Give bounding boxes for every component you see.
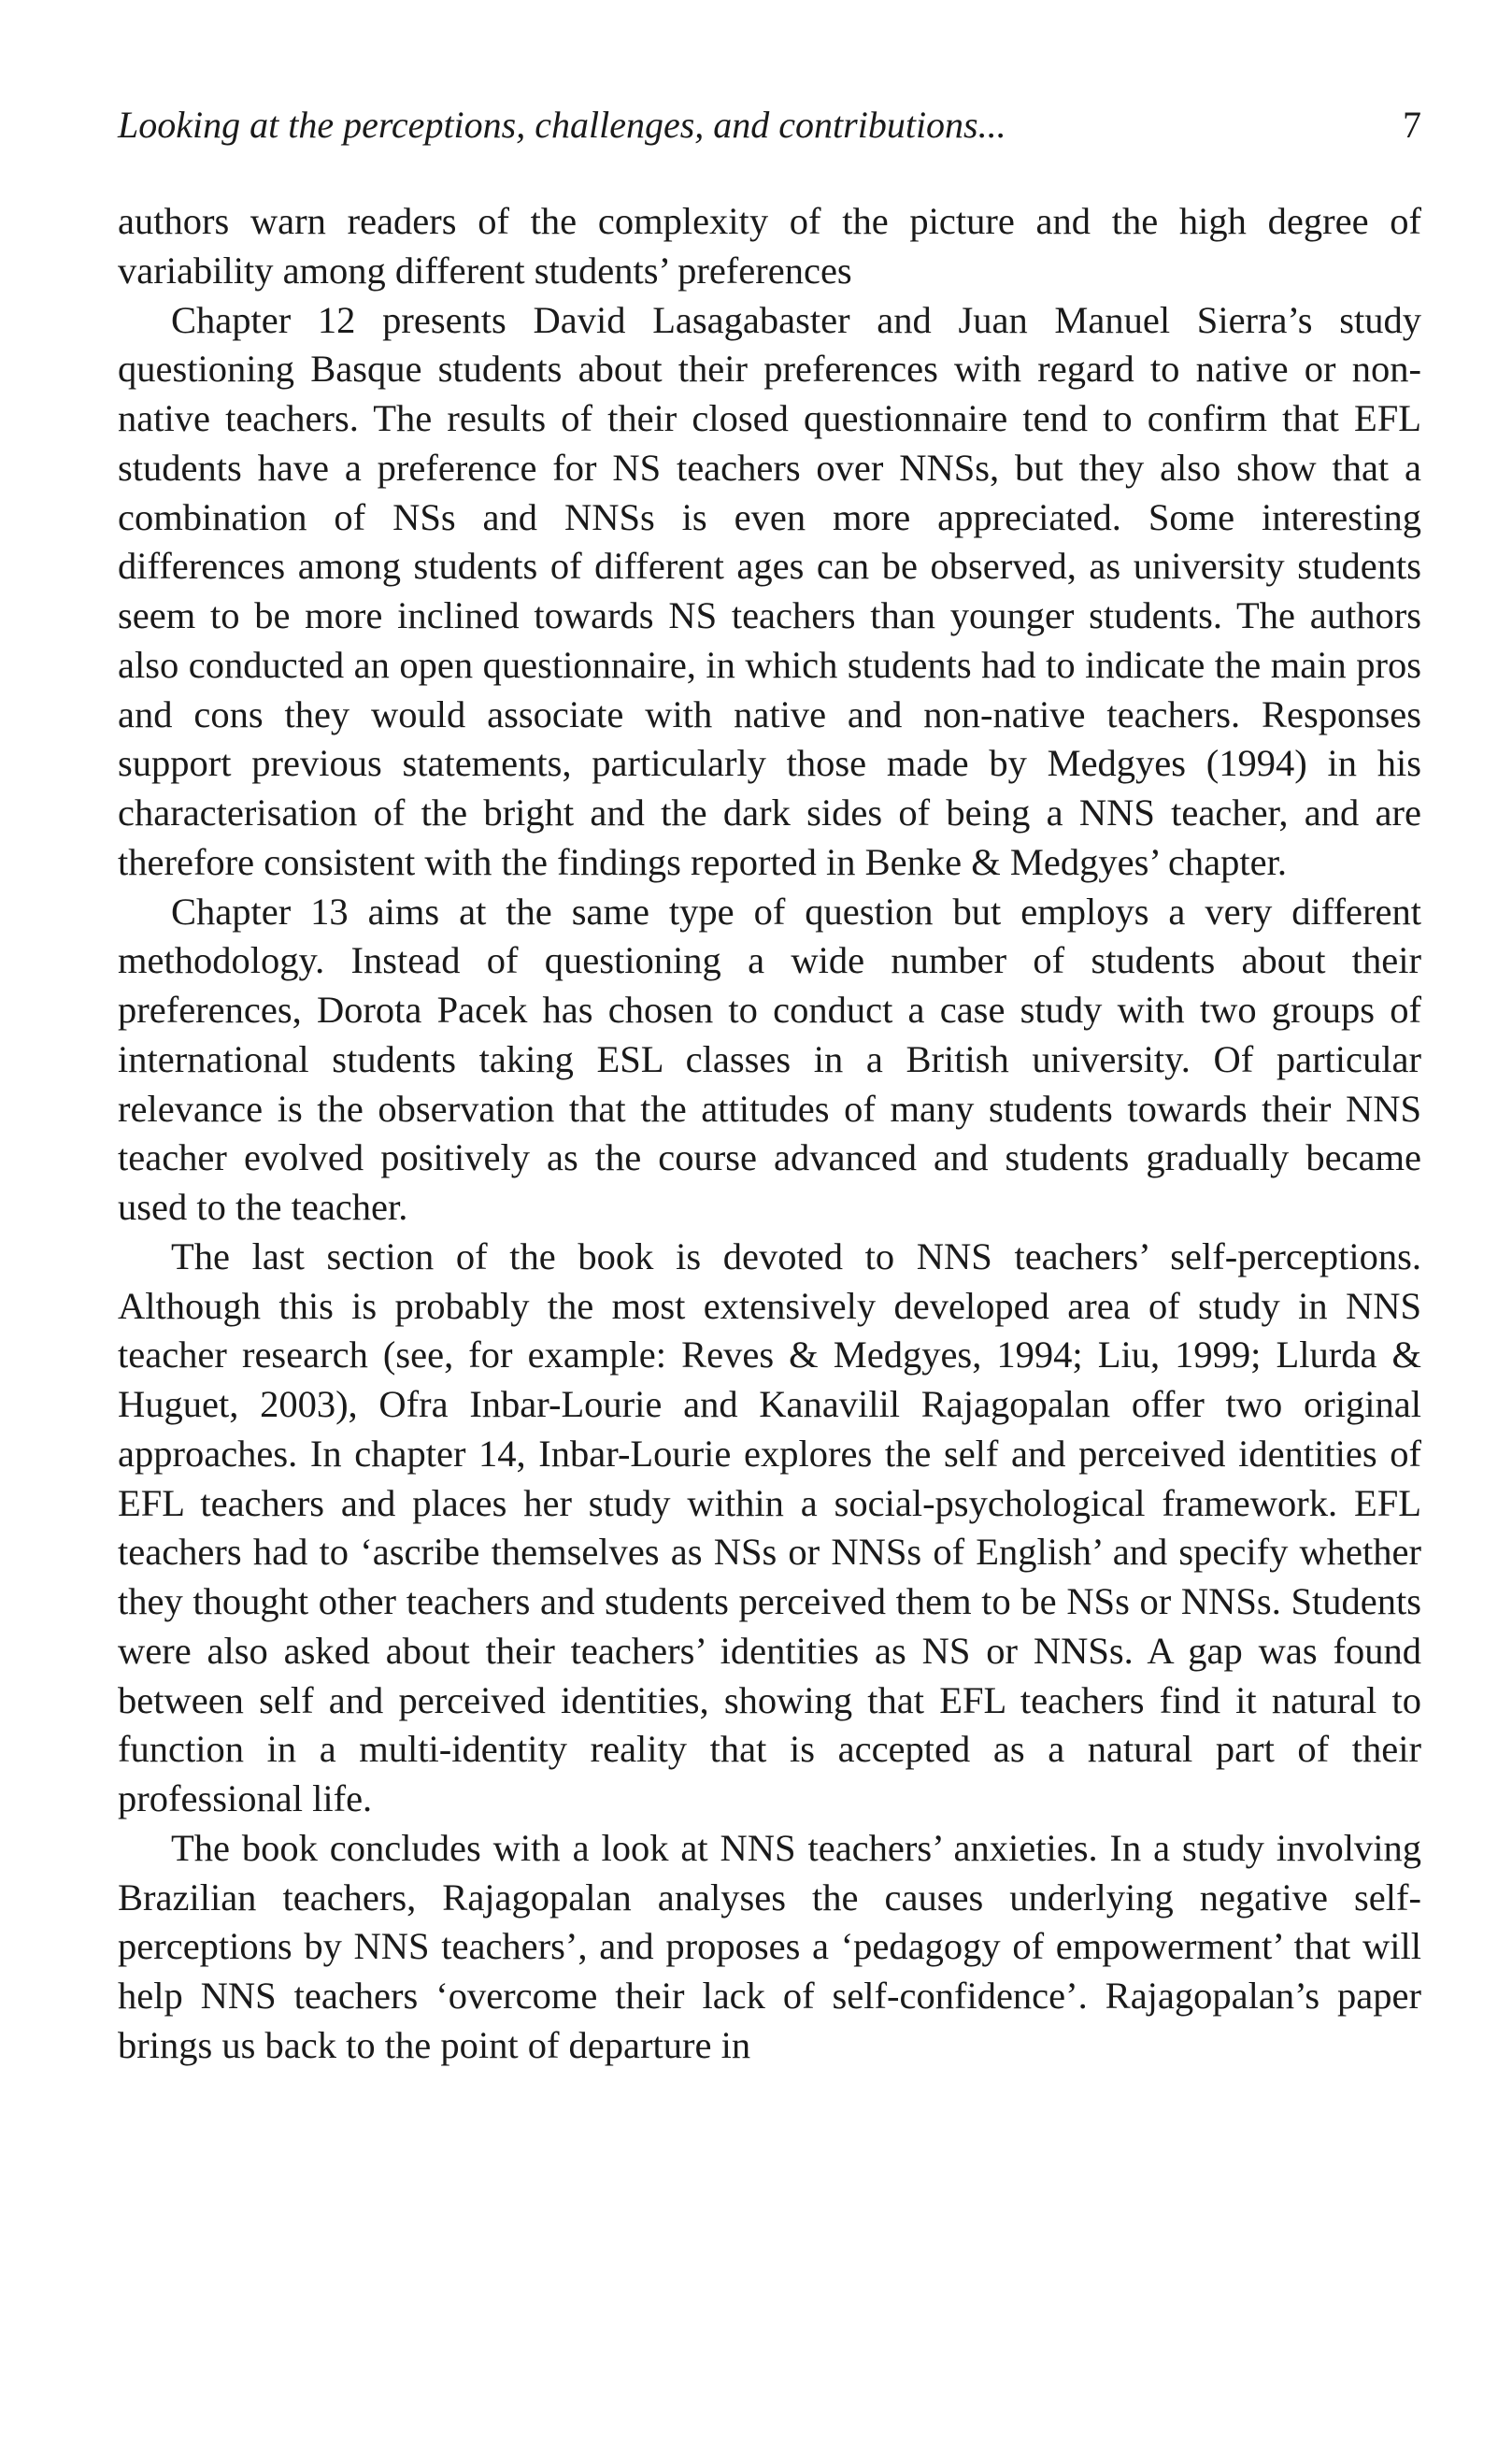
running-title: Looking at the perceptions, challenges, and contributions... bbox=[118, 104, 1006, 146]
paragraph-conclusion: The book concludes with a look at NNS teachers’ anxieties. In a study involving Brazilian teachers, Rajagopalan analyses the causes underlying negative self-perceptions by NNS teachers’, and proposes a ‘pedagogy of empowerment’ that will help NNS teachers ‘overcome their lack of self-confidence’. Rajagopalan’s paper brings us back to the point of departure in bbox=[118, 1826, 1421, 2066]
paragraph-chapter-13: Chapter 13 aims at the same type of question but employs a very different methodology. Instead of questioning a wide number of students about their preferences, Dorota Pacek has chosen to conduct a case study with two groups of international students taking ESL classes in a British university. Of particular relevance is the observation that the attitudes of many students towards their NNS teacher evolved positively as the course advanced and students gradually became used to the teacher. bbox=[118, 890, 1421, 1228]
paragraph-chapter-12: Chapter 12 presents David Lasagabaster and Juan Manuel Sierra’s study questioning Basque students about their preferences with regard to native or non-native teachers. The results of their closed questionnaire tend to confirm that EFL students have a preference for NS teachers over NNSs, but they also show that a combination of NSs and NNSs is even more appreciated. Some interesting differences among students of different ages can be observed, as university students seem to be more inclined towards NS teachers than younger students. The authors also conducted an open questionnaire, in which students had to indicate the main pros and cons they would associate with native and non-native teachers. Responses support previous statements, particularly those made by Medgyes (1994) in his characterisation of the bright and the dark sides of being a NNS teacher, and are therefore consistent with the findings reported in Benke & Medgyes’ chapter. bbox=[118, 298, 1421, 883]
paragraph-continuation: authors warn readers of the complexity of the picture and the high degree of variability among different students’ preferences bbox=[118, 200, 1421, 292]
body-text bbox=[118, 197, 1421, 2071]
paragraph-self-perceptions: The last section of the book is devoted to NNS teachers’ self-perceptions. Although this is probably the most extensively developed area of study in NNS teacher research (see, for example: Reves & Medgyes, 1994; Liu, 1999; Llurda & Huguet, 2003), Ofra Inbar-Lourie and Kanavilil Rajagopalan offer two original approaches. In chapter 14, Inbar-Lourie explores the self and perceived identities of EFL teachers and places her study within a social-psychological framework. EFL teachers had to ‘ascribe themselves as NSs or NNSs of English’ and specify whether they thought other teachers and students perceived them to be NSs or NNSs. Students were also asked about their teachers’ identities as NS or NNSs. A gap was found between self and perceived identities, showing that EFL teachers find it natural to function in a multi-identity reality that is accepted as a natural part of their professional life. bbox=[118, 1234, 1421, 1819]
page-number: 7 bbox=[1403, 104, 1421, 146]
running-header bbox=[118, 97, 1421, 153]
